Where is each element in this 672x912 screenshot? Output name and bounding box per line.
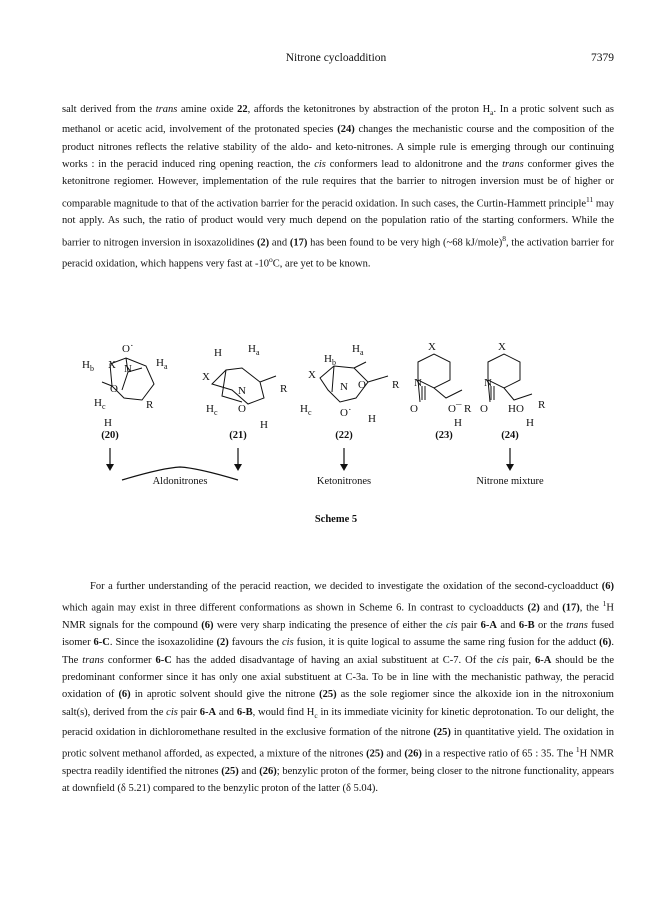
text-run: and xyxy=(497,620,519,632)
compound-ref: 6-A xyxy=(480,620,497,632)
o-atom-24: O xyxy=(480,403,488,415)
n-atom-24: N xyxy=(484,377,492,389)
scheme-caption: Scheme 5 xyxy=(314,514,358,525)
scheme-5-figure xyxy=(62,342,614,502)
n-atom-21: N xyxy=(238,385,246,397)
compound-ref: (2) xyxy=(216,637,229,649)
text-run: , would find H xyxy=(252,706,315,718)
text-run: may not apply. As such, the ratio of product would very much depend on the population ratio of the starting conformers. While the barrier to nitrogen inversion in isoxazolidines xyxy=(62,198,615,249)
r-atom-23: R xyxy=(464,403,472,415)
running-header xyxy=(0,52,672,70)
group-label-ketonitrones: Ketonitrones xyxy=(316,476,372,487)
text-run: and xyxy=(383,748,405,760)
text-run: fused isomer xyxy=(62,620,614,649)
italic-term: trans xyxy=(82,654,104,666)
compound-ref: 6-B xyxy=(236,706,253,718)
hc-atom-20: $H_c$ xyxy=(94,397,106,411)
h-atom-23: H xyxy=(454,417,462,429)
text-run: in aprotic solvent should give the nitrone xyxy=(130,689,320,701)
italic-term: trans xyxy=(566,620,588,632)
compound-ref: (2) xyxy=(256,237,270,249)
group-label-nitrone-mixture: Nitrone mixture xyxy=(476,476,544,487)
h-atom-20: H xyxy=(104,417,112,429)
text-run: . The xyxy=(62,637,614,666)
hc-atom-21: $H_c$ xyxy=(206,403,218,417)
text-run: and xyxy=(269,237,290,249)
compound-ref: (26) xyxy=(404,748,422,760)
compound-ref: (26) xyxy=(259,766,277,778)
r-atom-20: R xyxy=(146,399,154,411)
o-atom-22: O xyxy=(358,379,366,391)
n-atom-22: N xyxy=(340,381,348,393)
text-run: H NMR signals for the compound xyxy=(62,602,615,632)
text-run: in a respective ratio of 65 : 35. The xyxy=(421,748,576,760)
text-run: has the added disadvantage of having an axial substituent at C-7. Of the xyxy=(171,654,497,666)
text-run: in quantitative yield. The oxidation in protic solvent methanol afforded, as expected, a mixture of the nitrones xyxy=(62,726,615,760)
italic-term: cis xyxy=(445,620,458,632)
text-run: or the xyxy=(534,620,567,632)
compound-ref: (25) xyxy=(319,689,337,701)
text-run: has been found to be very high (~68 kJ/mole) xyxy=(307,237,503,249)
text-run: , the activation barrier for peracid oxidation, which happens very fast at -10 xyxy=(62,237,614,270)
text-run: H NMR spectra readily identified the nitrones xyxy=(62,748,614,778)
h-atom-24: H xyxy=(526,417,534,429)
text-run: ; benzylic proton of the former, being closer to the nitrone functionality, appears at downfield (δ 5.21) compared to the benzylic proton of the latter (δ 5.04). xyxy=(62,766,614,795)
italic-term: cis xyxy=(282,637,294,649)
ho-atom-24: HO xyxy=(508,403,524,415)
text-run: , the xyxy=(579,602,603,614)
o-atom-23: O xyxy=(410,403,418,415)
paragraph-2 xyxy=(62,578,614,798)
compound-ref: 6-C xyxy=(93,637,110,649)
x-atom-22: X xyxy=(308,369,316,381)
text-run: . Since the isoxazolidine xyxy=(109,637,217,649)
text-run: should be the predominant conformer since it has only one axial substituent at C-3a. To be in line with the mechanistic pathway, the peracid oxidation of xyxy=(62,654,614,701)
compound-label-23: (23) xyxy=(435,430,453,441)
superscript: 1 xyxy=(575,745,580,755)
text-run: conformer xyxy=(103,654,156,666)
superscript: o xyxy=(269,255,273,265)
compound-ref: (17) xyxy=(289,237,308,249)
compound-ref: 6-A xyxy=(535,654,552,666)
ha-atom-21: $H_a$ xyxy=(248,343,260,357)
compound-ref: (25) xyxy=(366,748,384,760)
text-run: salt derived from the xyxy=(62,104,156,115)
x-atom-23: X xyxy=(428,342,436,353)
italic-term: trans xyxy=(502,158,524,170)
text-run: , affords the ketonitrones by abstraction of the proton H xyxy=(247,104,491,115)
h-atom-21: H xyxy=(260,419,268,431)
compound-ref: (25) xyxy=(433,726,451,738)
text-run: pair xyxy=(457,620,481,632)
o-atom-21: O xyxy=(238,403,246,415)
compound-ref: (17) xyxy=(562,602,580,614)
compound-ref: 6-C xyxy=(155,654,172,666)
x-atom-20: X xyxy=(108,359,116,371)
ha-atom-20: $H_a$ xyxy=(156,357,168,371)
text-run: C, are yet to be known. xyxy=(272,258,371,270)
page-number: 7379 xyxy=(591,52,614,64)
compound-ref: 22 xyxy=(237,104,248,115)
compound-ref: (6) xyxy=(601,581,614,592)
italic-term: cis xyxy=(314,158,326,170)
text-run: . In a protic solvent such as methanol or acetic acid, involvement of the protonated species xyxy=(62,104,614,136)
text-run: as the sole regiomer since the alkoxide ion in the nitroxonium salt(s), derived from the xyxy=(62,689,614,718)
compound-ref: (6) xyxy=(201,620,214,632)
text-run: For a further understanding of the peracid reaction, we decided to investigate the oxidation of the second-cycloadduct xyxy=(90,581,602,592)
text-run: and xyxy=(238,766,260,778)
x-atom-21: X xyxy=(202,371,210,383)
superscript: 1 xyxy=(602,599,607,609)
h-atom-22: H xyxy=(368,413,376,425)
superscript: 8 xyxy=(502,233,506,243)
text-run: changes the mechanistic course and the composition of the product nitrones reflects the relative stability of the aldo- and keto-nitrones. A simple rule is emerging through our continuing works : in the peracid induced ring opening reaction, the xyxy=(62,124,614,170)
h-top-21: H xyxy=(214,347,222,359)
compound-ref: (24) xyxy=(337,124,355,136)
compound-ref: (2) xyxy=(527,602,540,614)
hb-atom-22: $H_b$ xyxy=(324,353,336,367)
compound-ref: (6) xyxy=(599,637,612,649)
o-minus-atom-22: O˙ xyxy=(340,407,352,419)
n-atom-23: N xyxy=(414,377,422,389)
text-run: and xyxy=(216,706,237,718)
compound-label-21: (21) xyxy=(229,430,247,441)
italic-term: cis xyxy=(166,706,178,718)
compound-ref: 6-A xyxy=(199,706,217,718)
text-run: conformer gives the ketonitrone regiomer. However, implementation of the rule requires that the barrier to nitrogen inversion must be of higher or comparable magnitude to that of the activation barrier for the peracid oxidation. In such cases, the Curtin-Hammett principle xyxy=(62,158,614,210)
text-run: fusion, it is quite logical to assume the same ring fusion for the adduct xyxy=(293,637,600,649)
text-run: and xyxy=(539,602,563,614)
subscript: c xyxy=(314,710,318,720)
compound-label-20: (20) xyxy=(101,430,119,441)
superscript: 11 xyxy=(586,194,594,204)
compound-ref: (25) xyxy=(221,766,239,778)
compound-ref: 6-B xyxy=(518,620,535,632)
o-atom-20: O xyxy=(110,383,118,395)
text-run: pair xyxy=(177,706,200,718)
compound-label-22: (22) xyxy=(335,430,353,441)
r-atom-22: R xyxy=(392,379,400,391)
running-title: Nitrone cycloaddition xyxy=(285,52,387,64)
text-run: conformers lead to aldonitrone and the xyxy=(325,158,503,170)
r-atom-24: R xyxy=(538,399,546,411)
italic-term: cis xyxy=(496,654,509,666)
compound-label-24: (24) xyxy=(501,430,519,441)
paragraph-1 xyxy=(62,101,614,273)
text-run: were very sharp indicating the presence of either the xyxy=(213,620,446,632)
x-atom-24: X xyxy=(498,342,506,353)
hb-atom-20: $H_b$ xyxy=(82,359,94,373)
text-run: in its immediate vicinity for kinetic deprotonation. To our delight, the peracid oxidation in dichloromethane resulted in the exclusive formation of the nitrone xyxy=(62,706,614,738)
text-run: favours the xyxy=(228,637,282,649)
o-anion-23: O¯ xyxy=(448,403,462,415)
text-run: which again may exist in three different conformations as shown in Scheme 6. In contrast to cycloadducts xyxy=(62,602,528,614)
ha-atom-22: $H_a$ xyxy=(352,343,364,357)
r-atom-21: R xyxy=(280,383,288,395)
italic-term: trans xyxy=(155,104,178,115)
text-run: amine oxide xyxy=(177,104,238,115)
o-minus-atom-20: O˙ xyxy=(122,343,134,355)
hc-atom-22: $H_c$ xyxy=(300,403,312,417)
subscript: a xyxy=(490,108,494,118)
n-atom-20: N xyxy=(124,363,132,375)
text-run: pair, xyxy=(508,654,536,666)
compound-ref: (6) xyxy=(118,689,131,701)
group-label-aldonitrones: Aldonitrones xyxy=(152,476,208,487)
